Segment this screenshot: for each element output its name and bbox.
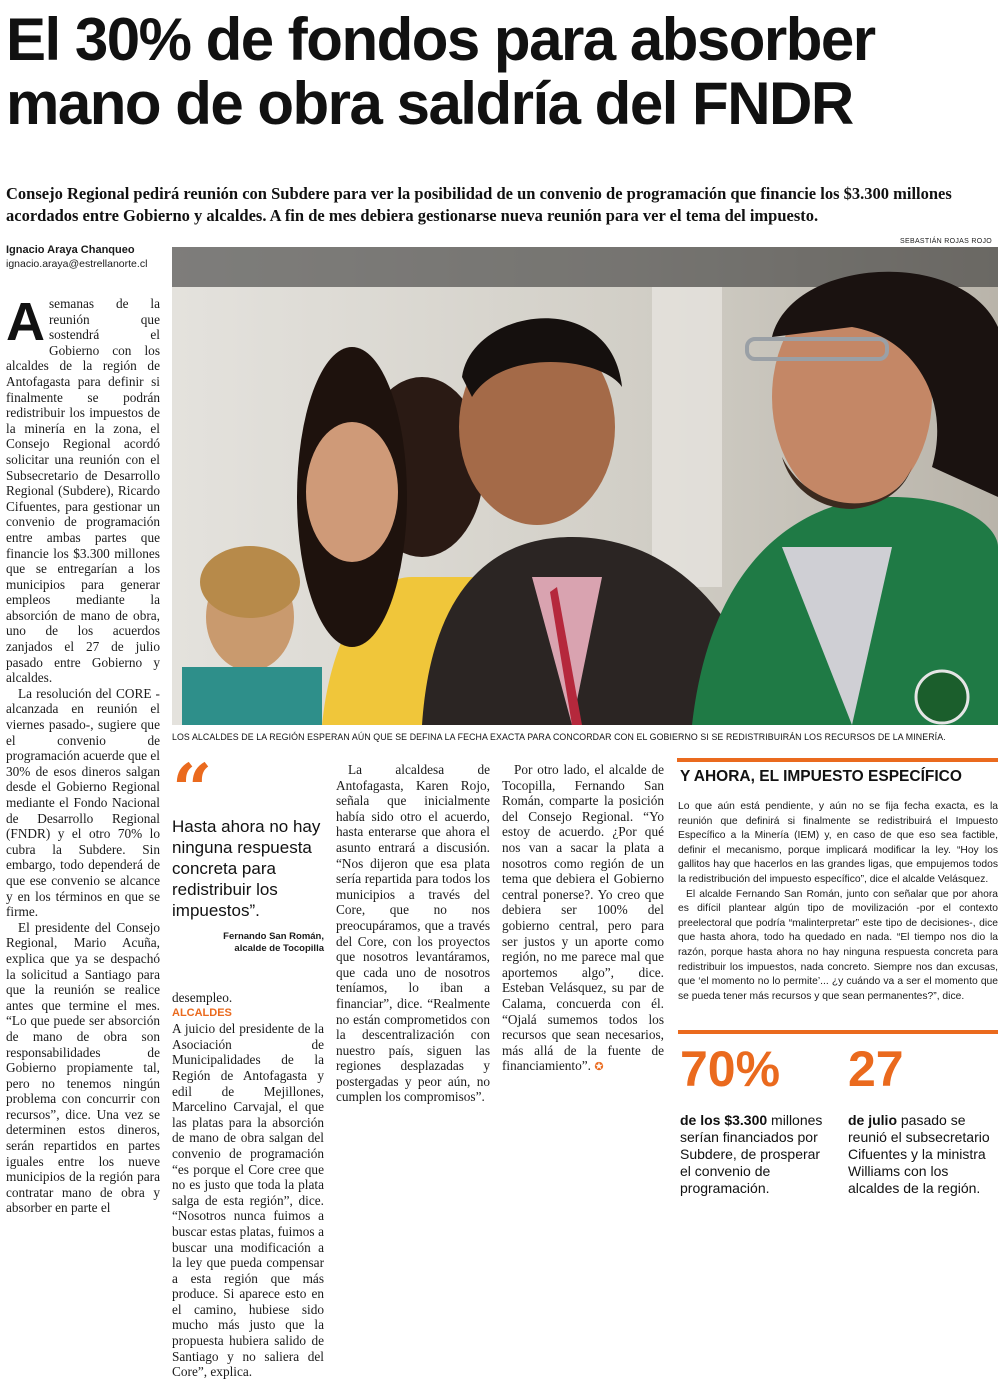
paragraph-6 bbox=[502, 762, 664, 1076]
author-email: ignacio.araya@estrellanorte.cl bbox=[6, 258, 148, 270]
stat-2-rest: pasado se reunió el subsecretario Cifuentes y la ministra Williams con los alcaldes de la región. bbox=[848, 1112, 990, 1196]
photo-illustration bbox=[172, 247, 998, 725]
section-subhead: ALCALDES bbox=[172, 1006, 232, 1019]
body-column-2 bbox=[172, 990, 324, 1380]
sidebar-rule bbox=[677, 758, 998, 762]
stats-rule bbox=[678, 1030, 998, 1034]
sidebar-paragraph-1: Lo que aún está pendiente, y aún no se fija fecha exacta, es la reunión que definirá si finalmente se redistribuirá el Impuesto Específico a la Minería (IEM) y, en caso de que eso sea factible, definir el mecanismo, porque implicará modificar la ley. “Hoy los gallitos hay que hacerlos en las grandes ligas, que empujemos todos la redistribución del impuesto específico”, dice el alcalde Velásquez. bbox=[678, 801, 998, 885]
sidebar-text bbox=[678, 800, 998, 1004]
paragraph-1-text: semanas de la reunión que sostendrá el Gobierno con los alcaldes de la región de Antofagasta para definir si finalmente se podrán redistribuir los impuestos de la minería en la zona, el Consejo Regional acordó solicitar una reunión con el Subsecretario de Desarrollo Regional (Subdere), Ricardo Cifuentes, para gestionar un convenio de programación entre ambas partes que financie los $3.300 millones que se entregarían a los municipios para generar empleos mediante la absorción de mano de obra, uno de los acuerdos zanjados el 27 de julio pasado entre Gobierno y alcaldes. bbox=[6, 296, 160, 686]
paragraph-5: La alcaldesa de Antofagasta, Karen Rojo, señala que inicialmente había sido otro el acuerdo, hasta enterarse que ahora el asunto entrará a discusión. “Nos dijeron que esa plata sería repartida para todos los municipios a través del Core, que no nos preocupáramos, que a través del Core, con los proyectos que nosotros levantáramos, que cada uno de nosotros teníamos, lo iban a financiar”, dice. “Realmente no están comprometidos con la descentralización con nuestro país, siguen las regiones desplazadas y postergadas y peor aún, no cumplen los compromisos”. bbox=[336, 762, 490, 1105]
stat-1-text bbox=[680, 1112, 830, 1197]
stat-box-2 bbox=[848, 1042, 998, 1197]
paragraph-1 bbox=[6, 292, 160, 686]
stat-1-rest: millones serían financiados por Subdere, de prosperar el convenio de programación. bbox=[680, 1112, 823, 1196]
stat-box-1 bbox=[680, 1042, 830, 1197]
body-column-4 bbox=[502, 762, 664, 1076]
body-column-1 bbox=[6, 292, 160, 1216]
paragraph-3: El presidente del Consejo Regional, Mario Acuña, explica que ya se despachó la solicitud a Santiago para que la reunión se realice antes que termine el mes. “Lo que puede ser absorción de mano de obra son responsabilidades de Gobierno propiamente tal, pero no tenemos ningún problema con concurrir con recursos”, dice. Una vez se determinen estos dineros, serán repartidos en partes iguales entre los nueve municipios de la región para contratar mano de obra y absorber en parte el bbox=[6, 919, 160, 1216]
photo-credit: SEBASTIÁN ROJAS ROJO bbox=[900, 238, 992, 245]
deck-subtitle: Consejo Regional pedirá reunión con Subdere para ver la posibilidad de un convenio de programación que financie los $3.300 millones acordados entre Gobierno y alcaldes. A fin de mes debiera gestionarse nueva reunión para ver el tema del impuesto. bbox=[6, 184, 952, 225]
quote-attribution bbox=[172, 931, 324, 955]
paragraph-2: La resolución del CORE -alcanzada en reunión el viernes pasado-, sugiere que el convenio de programación acuerde que el 30% de esos dineros salgan desde el Gobierno Regional mediante el Fondo Nacional de Desarrollo Regional (FNDR) y el otro 70% lo cubra la Subdere. Sin embargo, todo dependerá de que ese convenio se alcance y en los términos en que se firme. bbox=[6, 685, 160, 920]
quote-text: Hasta ahora no hay ninguna respuesta concreta para redistribuir los impuestos”. bbox=[172, 817, 321, 920]
stat-1-lead: de los $3.300 bbox=[680, 1112, 768, 1128]
sidebar-paragraph-2: El alcalde Fernando San Román, junto con señalar que por ahora es difícil plantear algún tipo de movilización -por el contexto preelectoral que podría “malinterpretar” este tipo de decisiones-, dice que hasta ahora, todo ha quedado en nada. “El tiempo nos dio la razón, porque hasta ahora no hay ninguna respuesta concreta para redistribuir los impuestos, nada concreto. Siempre nos dan excusas, que ‘el momento no lo permite’... ¿y cuándo va a ser el momento que se pueda tener más recursos y que sean permanentes?”, dice. bbox=[678, 888, 998, 1002]
stat-2-lead: de julio bbox=[848, 1112, 897, 1128]
stat-1-value: 70% bbox=[680, 1041, 781, 1097]
drop-cap: A bbox=[6, 292, 45, 352]
quote-attribution-name: Fernando San Román, bbox=[223, 931, 324, 942]
author-name: Ignacio Araya Chanqueo bbox=[6, 244, 135, 256]
news-photo bbox=[172, 247, 998, 725]
body-column-3 bbox=[336, 762, 490, 1105]
stat-2-value: 27 bbox=[848, 1041, 904, 1097]
sidebar-title: Y AHORA, EL IMPUESTO ESPECÍFICO bbox=[680, 768, 962, 785]
paragraph-6-text: Por otro lado, el alcalde de Tocopilla, Fernando San Román, comparte la posición del Consejo Regional. “Yo estoy de acuerdo. ¿Por qué nos van a sacar la plata a nosotros como región de un tema que debiera el Gobierno central ponerse?. Yo creo que debiera ser 100% del gobierno central, pero para ser justos y un aporte como región, no me parece mal que aportemos algo”, dice. Esteban Velásquez, su par de Calama, concuerda con él. “Ojalá sumemos todos los recursos que sean necesarios, más allá de la fuente de financiamiento”. bbox=[502, 762, 664, 1074]
photo-caption: LOS ALCALDES DE LA REGIÓN ESPERAN AÚN QUE SE DEFINA LA FECHA EXACTA PARA CONCORDAR CON EL GOBIERNO SI SE REDISTRIBUIRÁN LOS RECURSOS DE LA MINERÍA. bbox=[172, 732, 946, 742]
end-mark-icon: ✪ bbox=[594, 1061, 604, 1074]
headline: El 30% de fondos para absorber mano de obra saldría del FNDR bbox=[6, 6, 875, 137]
quote-mark-icon: “ bbox=[172, 748, 213, 831]
paragraph-3-end: desempleo. bbox=[172, 990, 233, 1005]
byline bbox=[6, 243, 147, 271]
quote-attribution-role: alcalde de Tocopilla bbox=[234, 943, 324, 954]
paragraph-4: A juicio del presidente de la Asociación de Municipalidades de la Región de Antofagasta y edil de Mejillones, Marcelino Carvajal, el que las platas para la absorción de mano de obra salgan del convenio de programación “es porque el Core cree que no es justo que toda la plata salga de esta región”, dice. “Nosotros nunca fuimos a buscar estas platas, fuimos a buscar una modificación a la ley que pueda compensar a esta región que más produce. Si aparece esto en el camino, hubiese sido mucho más justo que la propuesta hubiera salido de Santiago y no saliera del Core”, explica. bbox=[172, 1021, 324, 1380]
pull-quote bbox=[172, 748, 324, 955]
stat-2-text bbox=[848, 1112, 998, 1197]
